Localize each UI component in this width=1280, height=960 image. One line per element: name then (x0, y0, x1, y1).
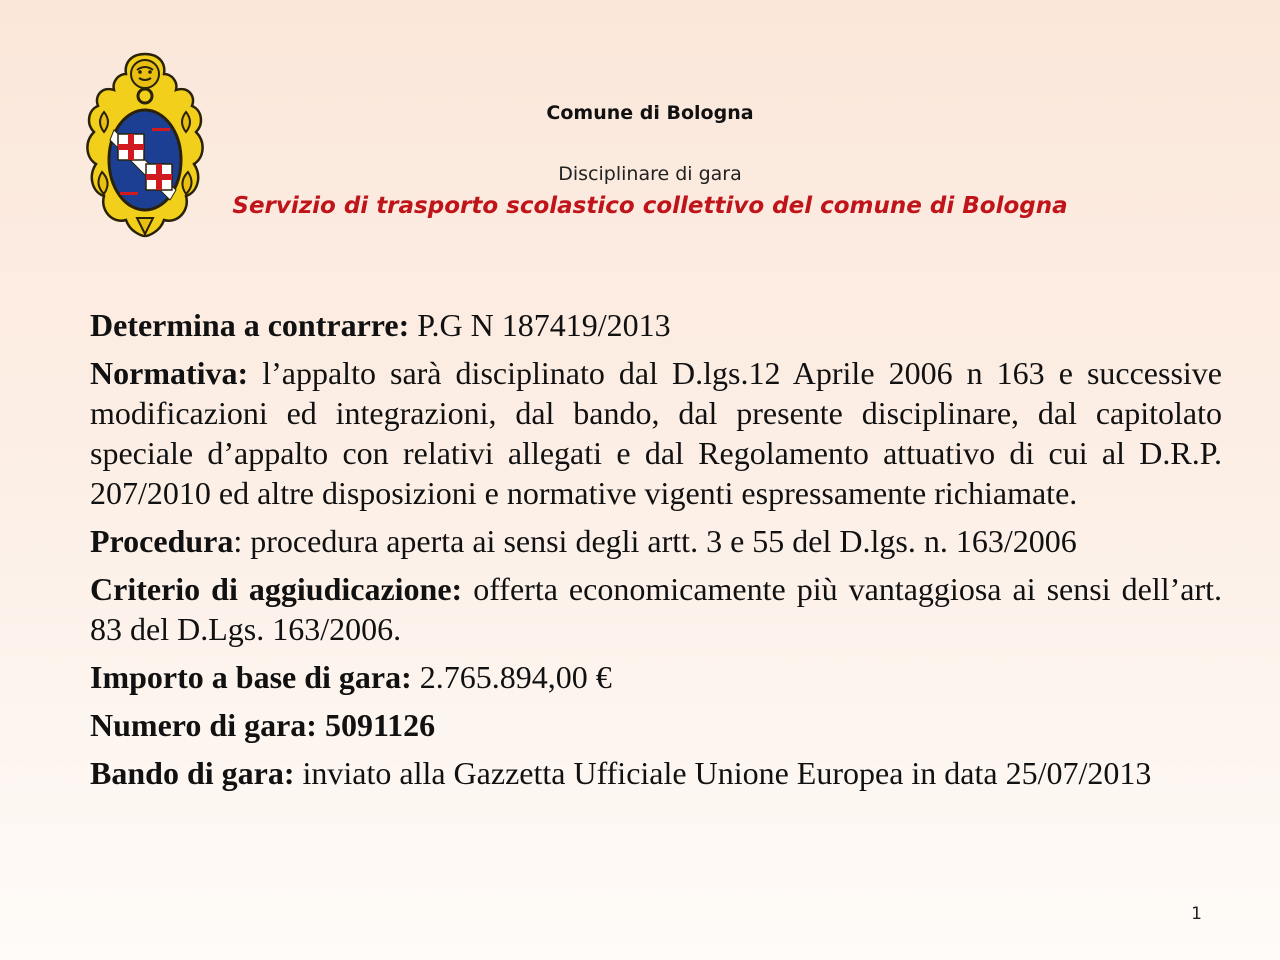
procedura-value: : procedura aperta ai sensi degli artt. 3 e 55 del D.lgs. n. 163/2006 (233, 523, 1077, 559)
bando-paragraph (90, 753, 1222, 793)
numero-label: Numero di gara: 5091126 (90, 707, 436, 743)
page-number: 1 (1191, 904, 1202, 924)
normativa-paragraph (90, 353, 1222, 513)
importo-value: 2.765.894,00 € (419, 659, 612, 695)
bando-value: inviato alla Gazzetta Ufficiale Unione Europea in data 25/07/2013 (302, 755, 1152, 791)
numero-paragraph (90, 705, 1222, 745)
service-title: Servizio di trasporto scolastico collettivo del comune di Bologna (232, 193, 1068, 219)
organization-title: Comune di Bologna (546, 102, 754, 124)
determina-paragraph (90, 305, 1222, 345)
criterio-value: offerta economicamente più vantaggiosa ai sensi dell’art. 83 del D.Lgs. 163/2006. (90, 571, 1222, 647)
determina-value: P.G N 187419/2013 (417, 307, 671, 343)
document-body (90, 305, 1222, 801)
importo-paragraph (90, 657, 1222, 697)
procedura-paragraph (90, 521, 1222, 561)
normativa-label: Normativa: (90, 355, 249, 391)
normativa-value: l’appalto sarà disciplinato dal D.lgs.12 Aprile 2006 n 163 e successive modificazioni ed integrazioni, dal bando, dal presente disciplinare, dal capitolato speciale d’appalto con relativi allegati e dal Regolamento attuativo di cui al D.R.P. 207/2010 ed altre disposizioni e normative vigenti espressamente richiamate. (90, 355, 1223, 511)
criterio-paragraph (90, 569, 1222, 649)
determina-label: Determina a contrarre: (90, 307, 410, 343)
document-subtitle: Disciplinare di gara (558, 163, 742, 185)
criterio-label: Criterio di aggiudicazione: (90, 571, 463, 607)
bando-label: Bando di gara: (90, 755, 295, 791)
procedura-label: Procedura (90, 523, 234, 559)
importo-label: Importo a base di gara: (90, 659, 412, 695)
